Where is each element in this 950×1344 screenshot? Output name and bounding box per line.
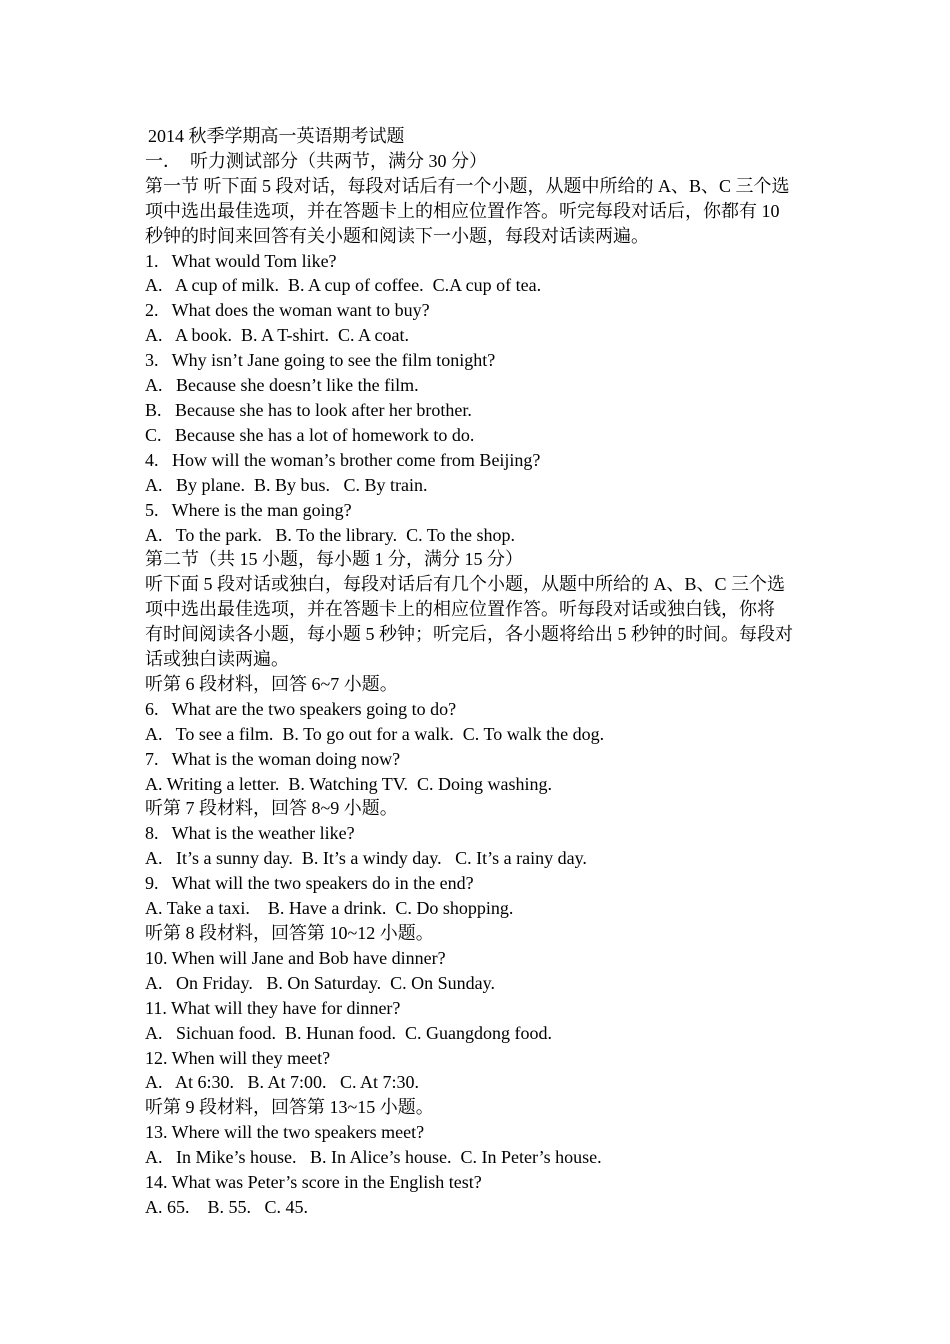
question-4-options: A. By plane. B. By bus. C. By train. <box>145 474 428 495</box>
question-3-option-a: A. Because she doesn’t like the film. <box>145 375 419 396</box>
question-2-options: A. A book. B. A T-shirt. C. A coat. <box>145 325 410 346</box>
question-6-options: A. To see a film. B. To go out for a walk. C. To walk the dog. <box>145 723 605 744</box>
material-6-heading: 听第 6 段材料，回答 6~7 小题。 <box>145 673 398 694</box>
section1-instruction-line-3: 秒钟的时间来回答有关小题和阅读下一小题，每段对话读两遍。 <box>145 225 649 246</box>
question-8-options: A. It’s a sunny day. B. It’s a windy day. C. It’s a rainy day. <box>145 848 587 869</box>
question-1: 1. What would Tom like? <box>145 250 337 271</box>
question-5: 5. Where is the man going? <box>145 499 352 520</box>
material-8-heading: 听第 8 段材料，回答第 10~12 小题。 <box>145 923 434 943</box>
question-14: 14. What was Peter’s score in the English test? <box>145 1172 482 1193</box>
section2-instruction-line-1: 听下面 5 段对话或独白，每段对话后有几个小题，从题中所给的 A、B、C 三个选 <box>145 574 786 595</box>
question-12: 12. When will they meet? <box>145 1047 331 1068</box>
question-9: 9. What will the two speakers do in the end? <box>145 873 474 894</box>
question-2: 2. What does the woman want to buy? <box>145 300 430 321</box>
section2-instruction-line-4: 话或独白读两遍。 <box>145 649 289 670</box>
exam-title: 2014 秋季学期高一英语期考试题 <box>148 126 405 146</box>
question-7-options: A. Writing a letter. B. Watching TV. C. Doing washing. <box>145 773 552 794</box>
question-7: 7. What is the woman doing now? <box>145 748 401 769</box>
part1-heading: 一． 听力测试部分（共两节，满分 30 分） <box>145 150 487 171</box>
section2-instruction-line-3: 有时间阅读各小题，每小题 5 秒钟；听完后，各小题将给出 5 秒钟的时间。每段对 <box>145 624 793 645</box>
question-11-options: A. Sichuan food. B. Hunan food. C. Guangdong food. <box>145 1022 552 1043</box>
section2-heading: 第二节（共 15 小题，每小题 1 分，满分 15 分） <box>145 549 523 570</box>
question-6: 6. What are the two speakers going to do? <box>145 698 457 719</box>
question-14-options: A. 65. B. 55. C. 45. <box>145 1196 309 1217</box>
question-12-options: A. At 6:30. B. At 7:00. C. At 7:30. <box>145 1072 420 1093</box>
question-13-options: A. In Mike’s house. B. In Alice’s house. C. In Peter’s house. <box>145 1147 602 1168</box>
section1-instruction-line-2: 项中选出最佳选项，并在答题卡上的相应位置作答。听完每段对话后，你都有 10 <box>145 200 780 221</box>
section1-instruction-line-1: 第一节 听下面 5 段对话，每段对话后有一个小题，从题中所给的 A、B、C 三个选 <box>145 175 790 196</box>
question-8: 8. What is the weather like? <box>145 823 355 844</box>
material-9-heading: 听第 9 段材料，回答第 13~15 小题。 <box>145 1097 434 1118</box>
question-10-options: A. On Friday. B. On Saturday. C. On Sunday. <box>145 972 495 993</box>
question-5-options: A. To the park. B. To the library. C. To the shop. <box>145 524 516 545</box>
question-10: 10. When will Jane and Bob have dinner? <box>145 947 446 968</box>
question-11: 11. What will they have for dinner? <box>145 997 401 1018</box>
exam-page <box>145 124 815 1220</box>
section2-instruction-line-2: 项中选出最佳选项，并在答题卡上的相应位置作答。听每段对话或独白钱，你将 <box>145 599 775 620</box>
question-4: 4. How will the woman’s brother come from Beijing? <box>145 449 541 470</box>
question-13: 13. Where will the two speakers meet? <box>145 1122 425 1143</box>
question-1-options: A. A cup of milk. B. A cup of coffee. C.A cup of tea. <box>145 275 542 296</box>
question-3-option-b: B. Because she has to look after her brother. <box>145 399 472 420</box>
question-3: 3. Why isn’t Jane going to see the film tonight? <box>145 350 496 371</box>
material-7-heading: 听第 7 段材料，回答 8~9 小题。 <box>145 798 398 819</box>
question-3-option-c: C. Because she has a lot of homework to do. <box>145 424 475 445</box>
question-9-options: A. Take a taxi. B. Have a drink. C. Do shopping. <box>145 898 514 919</box>
